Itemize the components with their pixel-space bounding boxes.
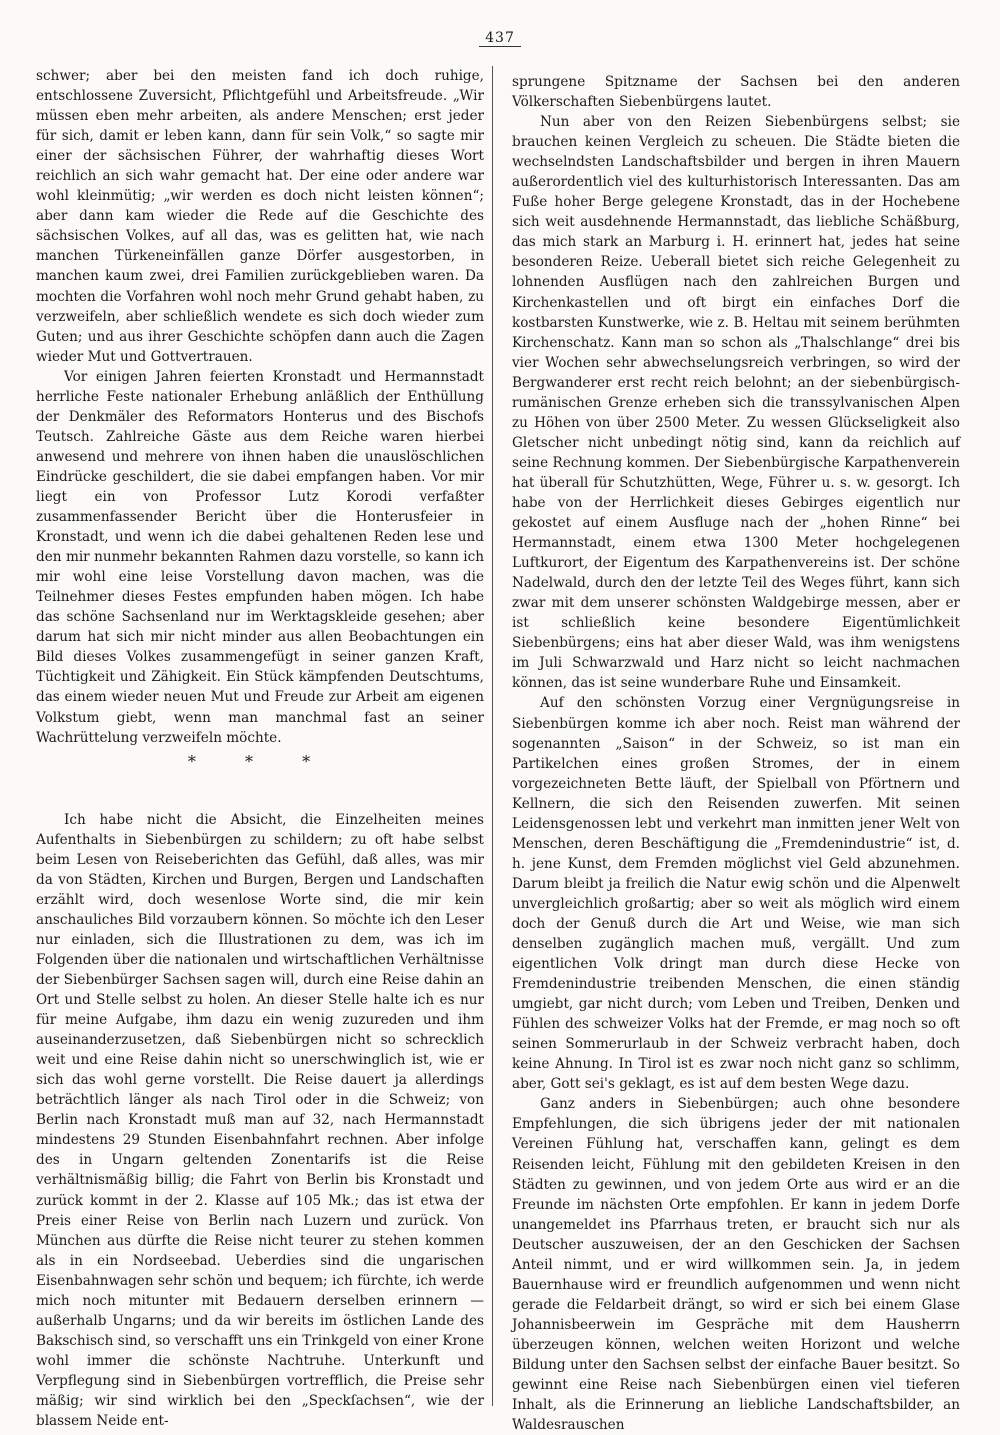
- paragraph: schwer; aber bei den meisten fand ich doch ruhige, entschlossene Zuversicht, Pflichtgefühl und Arbeitsfreude. „Wir müssen eben mehr arbeiten, als andere Menschen; erst jeder für sich, damit er leben kann, dann für sein Volk,“ so sagte mir einer der sächsischen Führer, der wahrhaftig dieses Wort reichlich an sich wahr gemacht hat. Der eine oder andere war wohl kleinmütig; „wir werden es doch nicht leisten können“; aber dann kam wieder die Rede auf die Geschichte des sächsischen Volkes, auf all das, was es gelitten hat, wie nach manchen Türkeneinfällen ganze Dörfer ausgestorben, in manchen kaum zwei, drei Familien zurückgeblieben waren. Da mochten die Vorfahren wohl noch mehr Grund gehabt haben, zu verzweifeln, aber schließlich wendete es sich doch wieder zum Guten; und aus ihrer Geschichte schöpfen dann auch die Zagen wieder Mut und Gottvertrauen.: [36, 68, 484, 365]
- section-separator: * * *: [187, 751, 333, 771]
- left-column: [36, 66, 484, 1431]
- paragraph: sprungene Spitzname der Sachsen bei den anderen Völkerschaften Siebenbürgens lautet.: [512, 74, 960, 111]
- paragraph: Ich habe nicht die Absicht, die Einzelheiten meines Aufenthalts in Siebenbürgen zu schildern; zu oft habe selbst beim Lesen von Reiseberichten das Gefühl, daß alles, was mir da von Städten, Kirchen und Burgen, Bergen und Landschaften erzählt wird, doch wesenlose Worte sind, die mir kein anschauliches Bild vorzaubern können. So möchte ich den Leser nur einladen, sich die Illustrationen zu dem, was ich im Folgenden über die nationalen und wirtschaftlichen Verhältnisse der Siebenbürger Sachsen sagen will, durch eine Reise dahin an Ort und Stelle selbst zu holen. An dieser Stelle halte ich es nur für meine Aufgabe, ihm dazu ein wenig zuzureden und ihm auseinanderzusetzen, daß Siebenbürgen nicht so schrecklich weit und eine Reise dahin nicht so unerschwinglich ist, wie er sich das wohl gerne vorstellt. Die Reise dauert ja allerdings beträchtlich länger als nach Tirol oder in die Schweiz; von Berlin nach Kronstadt muß man auf 32, nach Hermannstadt mindestens 29 Stunden Eisenbahnfahrt rechnen. Aber infolge des in Ungarn geltenden Zonentarifs ist die Reise verhältnismäßig billig; die Fahrt von Berlin bis Kronstadt und zurück kommt in der 2. Klasse auf 105 Mk.; das ist etwa der Preis einer Reise von Berlin nach Luzern und zurück. Von München aus dürfte die Reise nicht teurer zu stehen kommen als in ein Nordseebad. Ueberdies sind die ungarischen Eisenbahnwagen sehr schön und bequem; ich fürchte, ich werde mich noch mitunter mit Bedauern derselben erinnern — außerhalb Ungarns; und da wir bereits im östlichen Lande des Bakschisch sind, so verschafft uns ein Trinkgeld von einer Krone wohl immer die schönste Nachtruhe. Unterkunft und Verpflegung sind in Siebenbürgen vortrefflich, die Preise sehr mäßig; wir sind wirklich bei den „Speckſachsen“, wie der blassem Neide ent-: [36, 811, 484, 1430]
- paragraph: Auf den schönsten Vorzug einer Vergnügungsreise in Siebenbürgen komme ich aber noch. Reist man während der sogenannten „Saison“ in der Schweiz, so ist man ein Partikelchen eines großen Stromes, der in einem vorgezeichneten Bette läuft, der Spielball von Pförtnern und Kellnern, die sich den Reisenden zuwerfen. Mit seinen Leidensgenossen lebt und verkehrt man inmitten jener Welt von Menschen, deren Beschäftigung die „Fremdenindustrie“ ist, d. h. jene Kunst, dem Fremden möglichst viel Geld abzunehmen. Darum bleibt ja freilich die Natur ewig schön und die Alpenwelt unvergleichlich großartig; aber so weit als möglich wird einem doch der Genuß durch die Art und Weise, wie man sich denselben zugänglich machen muß, vergällt. Und zum eigentlichen Volk dringt man durch diese Hecke von Fremdenindustrie treibenden Menschen, die einen ständig umgiebt, gar nicht durch; vom Leben und Treiben, Denken und Fühlen des schweizer Volks hat der Fremde, er mag noch so oft seinen Sommerurlaub in der Schweiz verbracht haben, doch keine Ahnung. In Tirol ist es zwar noch nicht ganz so schlimm, aber, Gott sei's geklagt, es ist auf dem besten Wege dazu.: [512, 695, 960, 1093]
- paragraph: Vor einigen Jahren feierten Kronstadt und Hermannstadt herrliche Feste nationaler Erhebung anläßlich der Enthüllung der Denkmäler des Reformators Honterus und des Bischofs Teutsch. Zahlreiche Gäste aus dem Reiche waren hierbei anwesend und mehrere von ihnen haben die unauslöschlichen Eindrücke geschildert, die sie dabei empfangen haben. Vor mir liegt ein von Professor Lutz Korodi verfaßter zusammenfassender Bericht über die Honterusfeier in Kronstadt, und wenn ich die dabei gehaltenen Reden lese und den mir nunmehr bekannten Rahmen dazu vorstelle, so kann ich mir wohl eine leise Vorstellung davon machen, was die Teilnehmer dieses Festes empfunden haben mögen. Ich habe das schöne Sachsenland nur im Werktagskleide gesehen; aber darum hat sich mir nicht minder aus allen Beobachtungen ein Bild dieses Volkes zusammengefügt in seiner ganzen Kraft, Tüchtigkeit und Zähigkeit. Ein Stück kämpfenden Deutschtums, das einem wieder neuen Mut und Freude zur Arbeit am eigenen Volkstum giebt, wenn man manchmal fast an seiner Wachrüttelung verzweifeln möchte.: [36, 368, 484, 746]
- paragraph: Ganz anders in Siebenbürgen; auch ohne besondere Empfehlungen, die sich übrigens jeder der mit nationalen Vereinen Fühlung hat, verschaffen kann, gelingt es dem Reisenden leicht, Fühlung mit den gebildeten Kreisen in den Städten zu gewinnen, und von jedem Orte aus wird er an die Freunde im nächsten Orte empfohlen. Er kann in jedem Dorfe unangemeldet ins Pfarrhaus treten, er braucht sich nur als Deutscher auszuweisen, der an den Geschicken der Sachsen Anteil nimmt, und er wird willkommen sein. Ja, in jedem Bauernhause wird er freundlich aufgenommen und wenn nicht gerade die Feldarbeit drängt, so wird er sich bei einem Glase Johannisbeerwein im Gespräche mit dem Hausherrn überzeugen können, welchen weiten Horizont und welche Bildung unter den Sachsen selbst der einfache Bauer besitzt. So gewinnt eine Reise nach Siebenbürgen einen viel tieferen Inhalt, als die Erinnerung an liebliche Landschaftsbilder, an Waldesrauschen: [512, 1096, 960, 1434]
- paragraph: Nun aber von den Reizen Siebenbürgens selbst; sie brauchen keinen Vergleich zu scheuen. Die Städte bieten die wechselndsten Landschaftsbilder und bergen in ihren Mauern außerordentlich viel des kulturhistorisch Interessanten. Das am Fuße hoher Berge gelegene Kronstadt, das in der Hochebene sich weit ausdehnende Hermannstadt, das liebliche Schäßburg, das mich stark an Marburg i. H. erinnert hat, jedes hat seine besonderen Reize. Ueberall bietet sich reiche Gelegenheit zu lohnenden Ausflügen nach den zahlreichen Burgen und Kirchenkastellen und oft birgt ein einfaches Dorf die kostbarsten Kunstwerke, wie z. B. Heltau mit seinem berühmten Kirchenschatz. Kann man so schon als „Thalschlange“ drei bis vier Wochen sehr abwechselungsreich verbringen, so wird der Bergwanderer erst recht reich belohnt; an der siebenbürgisch-rumänischen Grenze erheben sich die transsylvanischen Alpen zu Höhen von über 2500 Meter. Zu wessen Glückseligkeit also Gletscher nicht unbedingt nötig sind, kann da reichlich auf seine Rechnung kommen. Der Siebenbürgische Karpathenverein hat überall für Schutzhütten, Wege, Führer u. s. w. gesorgt. Ich habe von der Herrlichkeit dieses Gebirges eigentlich nur gekostet auf einem Ausfluge nach der „hohen Rinne“ bei Hermannstadt, einem etwa 1300 Meter hochgelegenen Luftkurort, der Eigentum des Karpathenvereins ist. Der schöne Nadelwald, durch den der letzte Teil des Weges führt, kann sich zwar mit dem unserer schönsten Waldgebirge messen, aber er ist schließlich keine besondere Eigentümlichkeit Siebenbürgens; eins hat aber dieser Wald, was ihm wenigstens im Juli Schwarzwald und Harz nicht so leicht nachmachen können, das ist seine wunderbare Ruhe und Einsamkeit.: [512, 114, 960, 692]
- right-column: [512, 72, 960, 1435]
- column-divider: [492, 66, 493, 1406]
- page-number: 437: [0, 30, 1000, 46]
